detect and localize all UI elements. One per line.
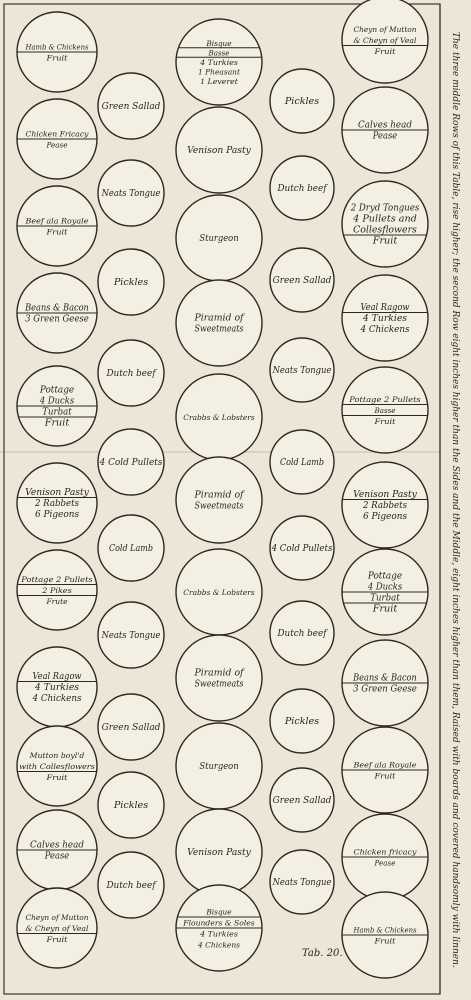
dish-label: 1 Pheasant <box>198 67 241 77</box>
dish-c8 <box>176 635 262 721</box>
dish-label: 3 Green Geese <box>353 684 417 695</box>
dish-r2 <box>342 87 428 173</box>
dish-label: Turbat <box>42 407 73 418</box>
dish-label: Sweetmeats <box>194 324 244 335</box>
dish-label: 6 Pigeons <box>362 512 408 522</box>
dish-n8 <box>270 689 334 753</box>
dish-c4 <box>176 280 262 366</box>
dish-label: Neats Tongue <box>100 189 161 199</box>
dish-l6 <box>17 463 97 543</box>
dish-label: Crabbs & Lobsters <box>183 588 255 597</box>
dish-r11 <box>342 892 428 978</box>
dish-label: & Cheyn of Veal <box>25 924 90 933</box>
dish-label: Bisque <box>205 907 233 917</box>
dish-label: Chicken Fricacy <box>25 129 90 139</box>
dish-l2 <box>17 99 97 179</box>
dish-label: Cheyn of Mutton <box>353 25 417 34</box>
dish-label: Green Sallad <box>272 276 332 286</box>
dish-n3 <box>270 248 334 312</box>
dish-label: 4 Turkies <box>361 314 408 324</box>
dish-label: Chicken fricacy <box>353 847 418 857</box>
dish-label: Sturgeon <box>199 762 239 772</box>
dish-n5 <box>270 430 334 494</box>
dish-label: Beef ala Royale <box>352 760 418 770</box>
dish-r4 <box>342 275 428 361</box>
dish-m8 <box>98 694 164 760</box>
dish-label: Fruit <box>43 418 70 429</box>
dish-r9 <box>342 727 428 813</box>
dish-label: Venison Pasty <box>353 490 418 500</box>
dish-l5 <box>17 366 97 446</box>
dish-c7 <box>176 549 262 635</box>
dish-label: Collesflowers <box>353 225 418 236</box>
dish-label: Dutch beef <box>276 629 329 639</box>
dish-m10 <box>98 852 164 918</box>
dish-label: Sweetmeats <box>194 501 244 512</box>
dish-label: Pickles <box>112 801 149 811</box>
dish-r5 <box>342 367 428 453</box>
dish-label: Piramid of <box>193 668 246 679</box>
dish-r3 <box>342 181 428 267</box>
dish-n9 <box>270 768 334 832</box>
dish-n2 <box>270 156 334 220</box>
dish-r8 <box>342 640 428 726</box>
dish-c10 <box>176 809 262 895</box>
dish-label: 1 Leveret <box>200 77 239 86</box>
dish-label: Pease <box>371 131 398 142</box>
dish-label: Sweetmeats <box>194 679 244 690</box>
dish-label: Fruit <box>373 771 397 781</box>
dish-m5 <box>98 429 164 495</box>
dish-label: Pickles <box>283 97 320 107</box>
dish-label: Veal Ragow <box>360 303 410 313</box>
dish-c9 <box>176 723 262 809</box>
dish-label: 4 Cold Pullets <box>98 458 163 468</box>
dish-label: 4 Turkies <box>199 929 238 939</box>
dish-r6 <box>342 462 428 548</box>
dish-label: Fruit <box>45 773 69 782</box>
dish-label: Pickles <box>112 278 149 288</box>
dish-label: 2 Rabbets <box>33 499 80 509</box>
dish-label: 3 Green Geese <box>25 314 89 325</box>
dish-label: Green Sallad <box>101 723 161 733</box>
dish-label: & Cheyn of Veal <box>353 36 418 45</box>
dish-label: Green Sallad <box>101 102 161 112</box>
dish-label: with Collesflowers <box>19 762 95 771</box>
dish-label: Cheyn of Mutton <box>25 913 89 922</box>
dish-c11 <box>176 885 262 971</box>
dish-label: Pickles <box>283 717 320 727</box>
dish-label: Fruit <box>45 935 69 944</box>
dish-label: Hamb & Chickens <box>352 925 417 935</box>
dish-label: Fruit <box>45 227 69 237</box>
dish-label: Pottage <box>366 571 403 582</box>
dish-r10 <box>342 814 428 900</box>
dish-label: 4 Turkies <box>199 58 238 67</box>
dish-label: 4 Turkies <box>33 683 80 693</box>
dish-label: Fruit <box>371 236 398 247</box>
dish-label: Neats Tongue <box>100 631 161 641</box>
dish-label: 4 Pullets and <box>352 214 418 225</box>
dish-label: Calves head <box>358 120 413 131</box>
dish-l10 <box>17 810 97 890</box>
dish-n10 <box>270 850 334 914</box>
dish-label: Pottage 2 Pullets <box>348 395 421 404</box>
plate-label: Tab. 20. <box>302 948 343 959</box>
dish-layer <box>17 0 428 978</box>
dish-label: Green Sallad <box>272 796 332 806</box>
dish-label: 2 Dryd Tongues <box>349 203 420 214</box>
dish-m2 <box>98 160 164 226</box>
side-caption: The three middle Rows of this Table, rise higher; the second Row eight inches higher than the Sides and the Middle, eight inches higher than them, Raised with boards and covered handsomly with linnen. <box>450 32 460 968</box>
dish-label: Cold Lamb <box>279 458 325 468</box>
dish-label: 4 Ducks <box>38 396 75 407</box>
dish-label: Dutch beef <box>105 881 158 891</box>
dish-label: Cold Lamb <box>108 544 154 554</box>
dish-label: Neats Tongue <box>271 878 332 888</box>
dish-label: Pease <box>43 851 70 862</box>
dish-label: Fruit <box>373 47 397 56</box>
dish-label: Neats Tongue <box>271 366 332 376</box>
dish-label: Beans & Bacon <box>352 673 418 684</box>
dish-label: Fruit <box>373 417 397 426</box>
dish-l7 <box>17 550 97 630</box>
dish-label: 4 Ducks <box>366 582 403 593</box>
dish-m7 <box>98 602 164 668</box>
dish-label: Pottage <box>38 385 75 396</box>
dish-label: Pease <box>373 858 396 868</box>
dish-label: Hamb & Chickens <box>24 42 89 52</box>
dish-label: Crabbs & Lobsters <box>183 413 255 422</box>
dish-c6 <box>176 457 262 543</box>
dish-label: 2 Rabbets <box>361 501 408 511</box>
dish-label: Turbat <box>370 593 401 604</box>
dish-label: 4 Chickens <box>31 694 82 704</box>
dish-l3 <box>17 186 97 266</box>
dish-label: 4 Chickens <box>197 940 241 950</box>
dish-r1 <box>342 0 428 83</box>
dish-l1 <box>17 12 97 92</box>
dish-l9 <box>17 726 97 806</box>
dish-label: Fruit <box>371 604 398 615</box>
dish-c5 <box>176 374 262 460</box>
dish-label: Basse <box>373 406 396 415</box>
dish-label: Dutch beef <box>276 184 329 194</box>
dish-m1 <box>98 73 164 139</box>
dish-label: Piramid of <box>193 313 246 324</box>
dish-r7 <box>342 549 428 635</box>
dish-label: Sturgeon <box>199 234 239 244</box>
dish-label: Fruit <box>373 936 397 946</box>
dish-label: 4 Cold Pullets <box>270 544 333 554</box>
dish-label: Frute <box>45 597 68 606</box>
dish-label: Pease <box>45 140 68 150</box>
dish-label: Bisque <box>205 39 233 48</box>
dish-m3 <box>98 249 164 315</box>
dish-n4 <box>270 338 334 402</box>
dish-label: Venison Pasty <box>187 146 252 156</box>
dish-label: 4 Chickens <box>359 325 410 335</box>
dish-c1 <box>176 19 262 105</box>
dish-label: Beef ala Royale <box>24 216 90 226</box>
dish-label: Beans & Bacon <box>24 303 90 314</box>
dish-label: Piramid of <box>193 490 246 501</box>
dish-c2 <box>176 107 262 193</box>
dish-label: Flounders & Soles <box>182 918 255 928</box>
dish-label: 2 Pikes <box>41 586 72 595</box>
dish-m6 <box>98 515 164 581</box>
dish-l11 <box>17 888 97 968</box>
dish-n6 <box>270 516 334 580</box>
dish-label: Dutch beef <box>105 369 158 379</box>
dish-label: Mutton boyl'd <box>28 751 85 760</box>
dish-c3 <box>176 195 262 281</box>
dish-m4 <box>98 340 164 406</box>
dish-n7 <box>270 601 334 665</box>
dish-label: Basse <box>207 48 230 58</box>
dish-label: 6 Pigeons <box>34 510 80 520</box>
dish-label: Venison Pasty <box>187 848 252 858</box>
dish-label: Fruit <box>45 53 69 63</box>
dish-label: Pottage 2 Pullets <box>20 575 93 584</box>
dish-m9 <box>98 772 164 838</box>
dish-label: Calves head <box>30 840 85 851</box>
dish-label: Venison Pasty <box>25 488 90 498</box>
dish-l4 <box>17 273 97 353</box>
dish-l8 <box>17 647 97 727</box>
dish-n1 <box>270 69 334 133</box>
dish-label: Veal Ragow <box>32 672 82 682</box>
